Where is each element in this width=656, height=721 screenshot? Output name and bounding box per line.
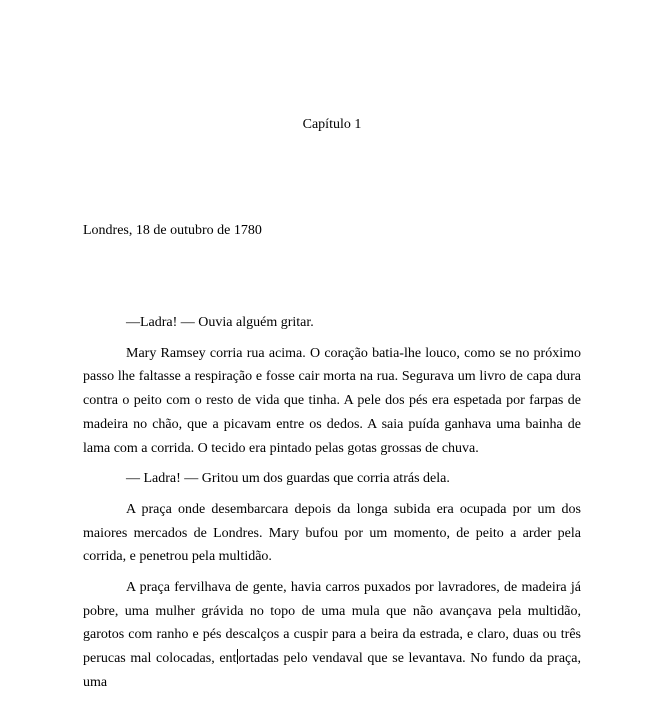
paragraph: — Ladra! — Gritou um dos guardas que corria atrás dela. — [126, 471, 450, 487]
paragraph: —Ladra! — Ouvia alguém gritar. — [126, 315, 314, 330]
place-date-line: Londres, 18 de outubro de 1780 — [83, 223, 262, 238]
paragraph-with-cursor[interactable] — [83, 576, 581, 695]
paragraph: A praça onde desembarcara depois da longa subida era ocupada por um dos maiores mercados de Londres. Mary bufou por um momento, de peito a arder pela corrida, e penetrou pela multidão. — [83, 501, 581, 565]
chapter-title: Capítulo 1 — [302, 117, 362, 132]
body-text[interactable] — [83, 311, 581, 702]
paragraph: Mary Ramsey corria rua acima. O coração batia-lhe louco, como se no próximo passo lhe faltasse a respiração e fosse cair morta na rua. Segurava um livro de capa dura contra o peito com o resto de vida que tinha. A pele dos pés era espetada por farpas de madeira no chão, que a picavam entre os dedos. A saia puída ganhava uma bainha de lama com a corrida. O tecido era pintado pelas gotas grossas de chuva. — [83, 345, 581, 456]
paragraph-text-after-cursor: ortadas pelo vendaval que se levantava. No fundo da praça, uma — [83, 651, 581, 690]
paragraph-text-before-cursor: A praça fervilhava de gente, havia carros puxados por lavradores, de madeira já pobre, uma mulher grávida no topo de uma mula que não avançava pela multidão, garotos com ranho e pés descalços a cuspir para a beira da estrada, e claro, duas ou três perucas mal colocadas, ent — [83, 580, 581, 667]
